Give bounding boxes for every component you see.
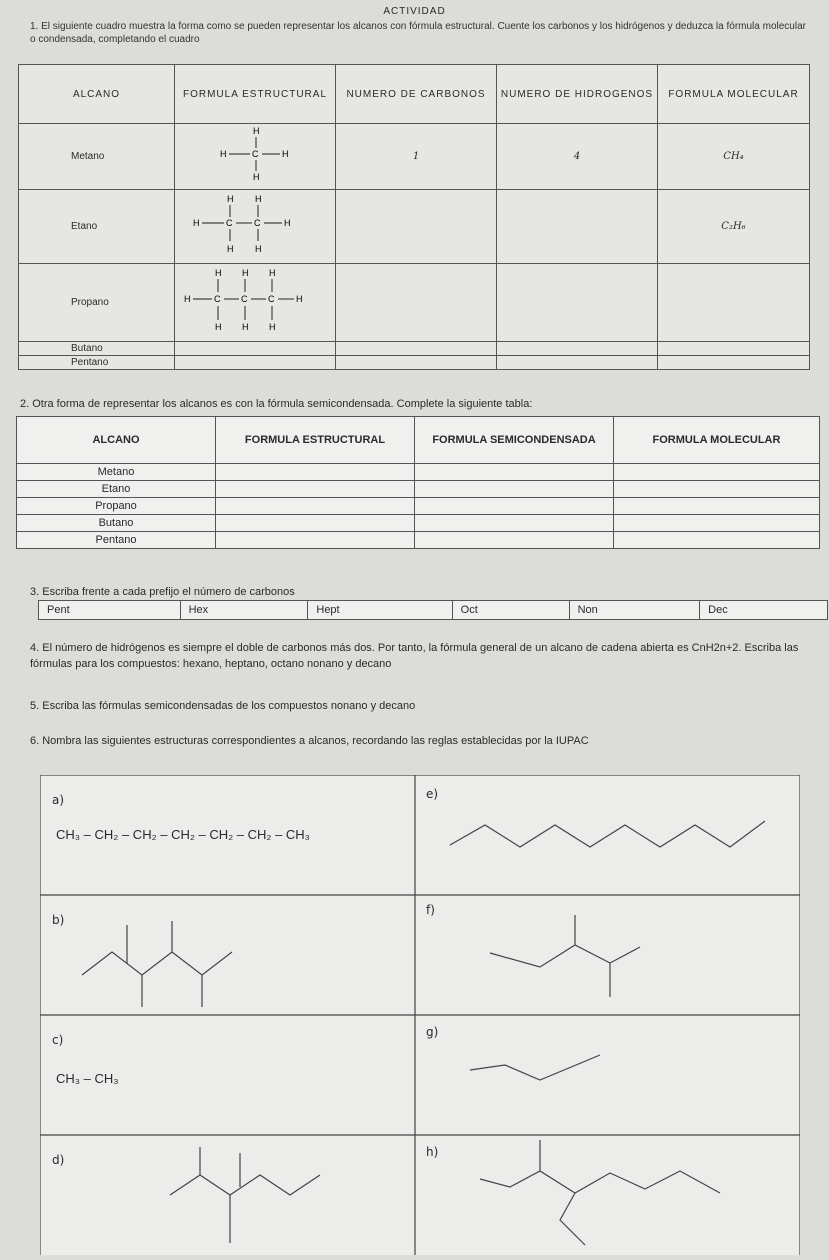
t2-cell xyxy=(614,481,820,498)
header-formula-estructural: FORMULA ESTRUCTURAL xyxy=(175,65,336,124)
header-alcano: ALCANO xyxy=(19,65,175,124)
hydrogens-pentano xyxy=(497,356,658,370)
carbons-pentano xyxy=(336,356,497,370)
alkane-structure-table xyxy=(18,64,810,370)
svg-text:H: H xyxy=(227,244,234,254)
label-c: c) xyxy=(52,1033,64,1047)
label-a: a) xyxy=(52,793,65,807)
t2-cell xyxy=(216,481,415,498)
structure-e xyxy=(450,821,765,847)
prefix-table xyxy=(38,600,828,620)
structure-etano xyxy=(175,190,336,264)
svg-text:H: H xyxy=(282,149,289,159)
t2-cell xyxy=(216,498,415,515)
prefix-dec: Dec xyxy=(700,601,828,620)
carbons-etano xyxy=(336,190,497,264)
t2-cell xyxy=(614,498,820,515)
structure-butano xyxy=(175,342,336,356)
prefix-oct: Oct xyxy=(452,601,569,620)
question-5-text: 5. Escriba las fórmulas semicondensadas de los compuestos nonano y decano xyxy=(30,700,416,712)
structure-propano xyxy=(175,264,336,342)
hydrogens-propano xyxy=(497,264,658,342)
t2-cell xyxy=(415,532,614,549)
t2-row-pentano: Pentano xyxy=(17,532,216,549)
t2-cell xyxy=(614,464,820,481)
structure-f xyxy=(490,915,640,997)
label-f: f) xyxy=(426,903,435,917)
t2-header-formula-molecular: FORMULA MOLECULAR xyxy=(614,417,820,464)
formula-a: CH₃ – CH₂ – CH₂ – CH₂ – CH₂ – CH₂ – CH₃ xyxy=(56,827,310,842)
row-name-pentano: Pentano xyxy=(19,356,175,370)
prefix-pent: Pent xyxy=(39,601,181,620)
t2-cell xyxy=(415,464,614,481)
svg-text:H: H xyxy=(242,268,249,278)
t2-row-butano: Butano xyxy=(17,515,216,532)
molecular-metano: CH₄ xyxy=(658,124,810,190)
hydrogens-butano xyxy=(497,342,658,356)
label-e: e) xyxy=(426,787,439,801)
carbons-butano xyxy=(336,342,497,356)
t2-cell xyxy=(415,481,614,498)
row-name-butano: Butano xyxy=(19,342,175,356)
semicondensed-table xyxy=(16,416,820,549)
svg-text:H: H xyxy=(269,268,276,278)
svg-text:H: H xyxy=(215,268,222,278)
carbons-propano xyxy=(336,264,497,342)
svg-text:C: C xyxy=(268,294,275,304)
t2-cell xyxy=(415,498,614,515)
row-name-propano: Propano xyxy=(19,264,175,342)
t2-row-etano: Etano xyxy=(17,481,216,498)
svg-text:C: C xyxy=(226,218,233,228)
molecular-propano xyxy=(658,264,810,342)
svg-text:C: C xyxy=(254,218,261,228)
structure-pentano xyxy=(175,356,336,370)
molecular-etano: C₂H₆ xyxy=(658,190,810,264)
svg-text:H: H xyxy=(284,218,291,228)
svg-text:H: H xyxy=(227,194,234,204)
structure-metano xyxy=(175,124,336,190)
t2-header-formula-estructural: FORMULA ESTRUCTURAL xyxy=(216,417,415,464)
header-numero-hidrogenos: NUMERO DE HIDROGENOS xyxy=(497,65,658,124)
formula-c: CH₃ – CH₃ xyxy=(56,1071,119,1086)
svg-text:H: H xyxy=(184,294,191,304)
svg-text:C: C xyxy=(252,149,259,159)
question-2-text: 2. Otra forma de representar los alcanos es con la fórmula semicondensada. Complete la siguiente tabla: xyxy=(20,398,533,410)
question-3-text: 3. Escriba frente a cada prefijo el número de carbonos xyxy=(30,586,295,598)
svg-text:H: H xyxy=(220,149,227,159)
question-1-text: 1. El siguiente cuadro muestra la forma como se pueden representar los alcanos con fórmula estructural. Cuente los carbonos y los hidrógenos y deduzca la fórmula molecular o condensada, completando el cuadro xyxy=(30,21,806,45)
structures-grid xyxy=(40,775,800,1255)
structure-b xyxy=(82,921,232,1007)
carbons-metano: 1 xyxy=(336,124,497,190)
svg-text:H: H xyxy=(255,244,262,254)
svg-text:H: H xyxy=(269,322,276,332)
svg-text:H: H xyxy=(253,126,260,136)
structure-g xyxy=(470,1055,600,1080)
row-name-metano: Metano xyxy=(19,124,175,190)
prefix-hept: Hept xyxy=(308,601,452,620)
prefix-non: Non xyxy=(569,601,700,620)
hydrogens-etano xyxy=(497,190,658,264)
t2-cell xyxy=(415,515,614,532)
activity-title: ACTIVIDAD xyxy=(383,6,446,17)
hydrogens-metano: 4 xyxy=(497,124,658,190)
t2-row-metano: Metano xyxy=(17,464,216,481)
row-name-etano: Etano xyxy=(19,190,175,264)
structure-d xyxy=(170,1147,320,1243)
label-d: d) xyxy=(52,1153,65,1167)
svg-text:H: H xyxy=(215,322,222,332)
svg-text:H: H xyxy=(255,194,262,204)
t2-cell xyxy=(614,515,820,532)
t2-cell xyxy=(216,532,415,549)
header-numero-carbonos: NUMERO DE CARBONOS xyxy=(336,65,497,124)
t2-cell xyxy=(216,464,415,481)
svg-text:C: C xyxy=(214,294,221,304)
structure-h xyxy=(480,1140,720,1245)
svg-text:H: H xyxy=(296,294,303,304)
question-4-text: 4. El número de hidrógenos es siempre el doble de carbonos más dos. Por tanto, la fórmula general de un alcano de cadena abierta es CnH2n+2. Escriba las fórmulas para los compuestos: hexano, heptano, octano nonano y decano xyxy=(30,642,799,670)
t2-header-formula-semicondensada: FORMULA SEMICONDENSADA xyxy=(415,417,614,464)
label-h: h) xyxy=(426,1145,439,1159)
molecular-pentano xyxy=(658,356,810,370)
svg-text:H: H xyxy=(242,322,249,332)
t2-cell xyxy=(216,515,415,532)
t2-cell xyxy=(614,532,820,549)
t2-header-alcano: ALCANO xyxy=(17,417,216,464)
label-g: g) xyxy=(426,1025,439,1039)
t2-row-propano: Propano xyxy=(17,498,216,515)
molecular-butano xyxy=(658,342,810,356)
svg-text:H: H xyxy=(253,172,260,182)
prefix-hex: Hex xyxy=(180,601,308,620)
header-formula-molecular: FORMULA MOLECULAR xyxy=(658,65,810,124)
label-b: b) xyxy=(52,913,65,927)
svg-text:H: H xyxy=(193,218,200,228)
question-6-text: 6. Nombra las siguientes estructuras correspondientes a alcanos, recordando las reglas establecidas por la IUPAC xyxy=(30,735,589,747)
svg-text:C: C xyxy=(241,294,248,304)
